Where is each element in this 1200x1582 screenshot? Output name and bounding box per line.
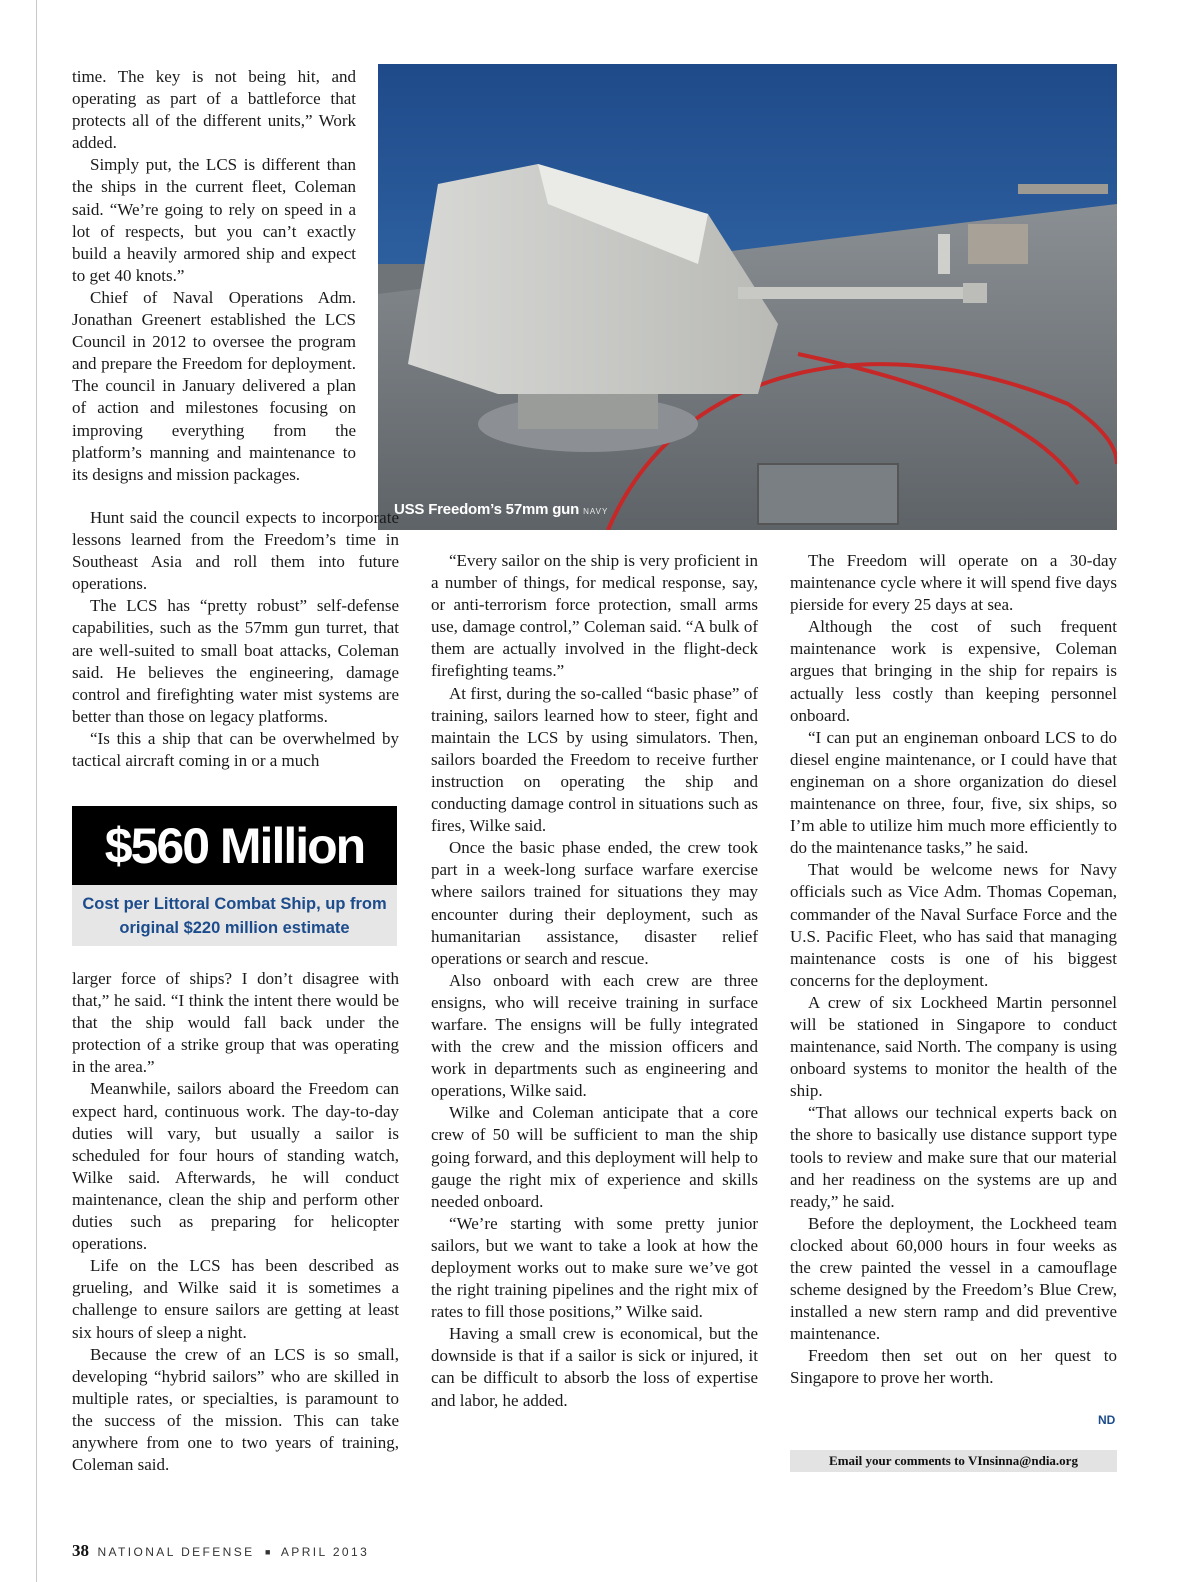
paragraph: Having a small crew is economical, but the downside is that if a sailor is sick or injured, it can be difficult to absorb the loss of expertise and labor, he added. [431,1324,758,1410]
article-column-1-top [72,66,356,486]
caption-text: USS Freedom’s 57mm gun [394,501,580,518]
email-prefix: Email your comments to [829,1453,968,1468]
paragraph: “That allows our technical experts back on the shore to basically use distance support type tools to review and make sure that our material and her readiness on the systems are up and ready,” he said. [790,1103,1117,1211]
paragraph: Wilke and Coleman anticipate that a core crew of 50 will be sufficient to man the ship going forward, and this deployment will help to gauge the right mix of experience and skills needed onboard. [431,1103,758,1211]
page-footer [72,1541,369,1561]
gun-photo [378,64,1117,530]
article-column-2 [431,550,758,1412]
paragraph: Because the crew of an LCS is so small, developing “hybrid sailors” who are skilled in multiple rates, or specialties, is paramount to the success of the mission. This can take anywhere from one to two years of training, Coleman said. [72,1344,399,1475]
paragraph: larger force of ships? I don’t disagree with that,” he said. “I think the intent there would be that the ship would fall back under the protection of a strike group that was operating in the area.” [72,969,399,1077]
paragraph: A crew of six Lockheed Martin personnel will be stationed in Singapore to conduct maintenance, said North. The company is using onboard systems to monitor the health of the ship. [790,992,1117,1101]
email-address-link[interactable]: VInsinna@ndia.org [967,1453,1078,1468]
end-mark: ND [1098,1413,1116,1427]
publication-name: NATIONAL DEFENSE [97,1545,255,1559]
article-column-1-middle [72,507,399,772]
paragraph: Hunt said the council expects to incorporate lessons learned from the Freedom’s time in Southeast Asia and roll them into future operations. [72,508,399,594]
stat-description: Cost per Littoral Combat Ship, up from original $220 million estimate [72,885,397,946]
paragraph: Simply put, the LCS is different than the ships in the current fleet, Coleman said. “We’re going to rely on speed in a lot of respects, but you can’t exactly build a heavily armored ship and expect to get 40 knots.” [72,155,356,285]
paragraph: Life on the LCS has been described as grueling, and Wilke said it is sometimes a challenge to ensure sailors are getting at least six hours of sleep a night. [72,1256,399,1342]
email-comments-bar [790,1450,1117,1472]
paragraph: “Is this a ship that can be overwhelmed by tactical aircraft coming in or a much [72,728,399,771]
paragraph: Meanwhile, sailors aboard the Freedom can expect hard, continuous work. The day-to-day duties will vary, but usually a sailor is scheduled for four hours of standing watch, Wilke said. Afterwards, he will conduct maintenance, clean the ship and perform other duties such as preparing for helicopter operations. [72,1079,399,1254]
issue-date: APRIL 2013 [280,1545,370,1559]
paragraph: The Freedom will operate on a 30-day maintenance cycle where it will spend five days pierside for every 25 days at sea. [790,551,1117,615]
paragraph: “We’re starting with some pretty junior sailors, but we want to take a look at how the deployment works out to make sure we’ve got the right training pipelines and the right mix of rates to fill those positions,” Wilke said. [431,1213,758,1322]
photo-caption [394,501,608,518]
gun-photo-illustration [378,64,1117,530]
paragraph: Chief of Naval Operations Adm. Jonathan Greenert established the LCS Council in 2012 to oversee the program and prepare the Freedom for deployment. The council in January delivered a plan of action and milestones focusing on improving everything from the platform’s manning and maintenance to its designs and mission packages. [72,287,356,484]
page-edge-rule [36,0,37,1582]
paragraph: Also onboard with each crew are three ensigns, who will receive training in surface warfare. The ensigns will be fully integrated with the crew and the mission officers and work in departments such as engineering and operations, Wilke said. [431,970,758,1101]
paragraph: That would be welcome news for Navy officials such as Vice Adm. Thomas Copeman, commander of the Naval Surface Force and the U.S. Pacific Fleet, who has said that managing maintenance costs is one of his biggest concerns for the deployment. [790,860,1117,990]
stat-figure: $560 Million [72,806,397,885]
article-column-1-bottom [72,968,399,1476]
paragraph: “I can put an engineman onboard LCS to do diesel engine maintenance, or I could have that engineman on a shore organization do diesel maintenance on three, four, five, six ships, so I’m able to utilize him much more efficiently to do the maintenance tasks,” he said. [790,727,1117,858]
paragraph: The LCS has “pretty robust” self-defense capabilities, such as the 57mm gun turret, that are well-suited to small boat attacks, Coleman said. He believes the engineering, damage control and firefighting water mist systems are better than those on legacy platforms. [72,596,399,726]
paragraph: Before the deployment, the Lockheed team clocked about 60,000 hours in four weeks as the crew painted the vessel in a camouflage scheme designed by the Freedom’s Blue Crew, installed a new stern ramp and did preventive maintenance. [790,1213,1117,1344]
paragraph: Although the cost of such frequent maintenance work is expensive, Coleman argues that bringing in the ship for repairs is actually less costly than keeping personnel onboard. [790,617,1117,725]
paragraph: At first, during the so-called “basic phase” of training, sailors learned how to steer, fight and maintain the LCS by using simulators. Then, sailors boarded the Freedom to receive further instruction on operating the ship and conducting damage control in situations such as fires, Wilke said. [431,683,758,836]
paragraph: “Every sailor on the ship is very proficient in a number of things, for medical response, say, or anti-terrorism force protection, small arms use, damage control,” Coleman said. “A bulk of them are actually involved in the flight-deck firefighting teams.” [431,551,758,681]
footer-separator: ■ [265,1547,271,1557]
article-column-3 [790,550,1117,1390]
cost-stat-box [72,806,397,946]
paragraph: Once the basic phase ended, the crew took part in a week-long surface warfare exercise where sailors trained for situations they may encounter during their deployment, such as humanitarian assistance, disaster relief operations or search and rescue. [431,838,758,968]
page-number: 38 [72,1541,89,1560]
paragraph: time. The key is not being hit, and operating as part of a battleforce that protects all of the different units,” Work added. [72,67,356,153]
paragraph: Freedom then set out on her quest to Singapore to prove her worth. [790,1346,1117,1388]
photo-credit: NAVY [583,507,609,516]
